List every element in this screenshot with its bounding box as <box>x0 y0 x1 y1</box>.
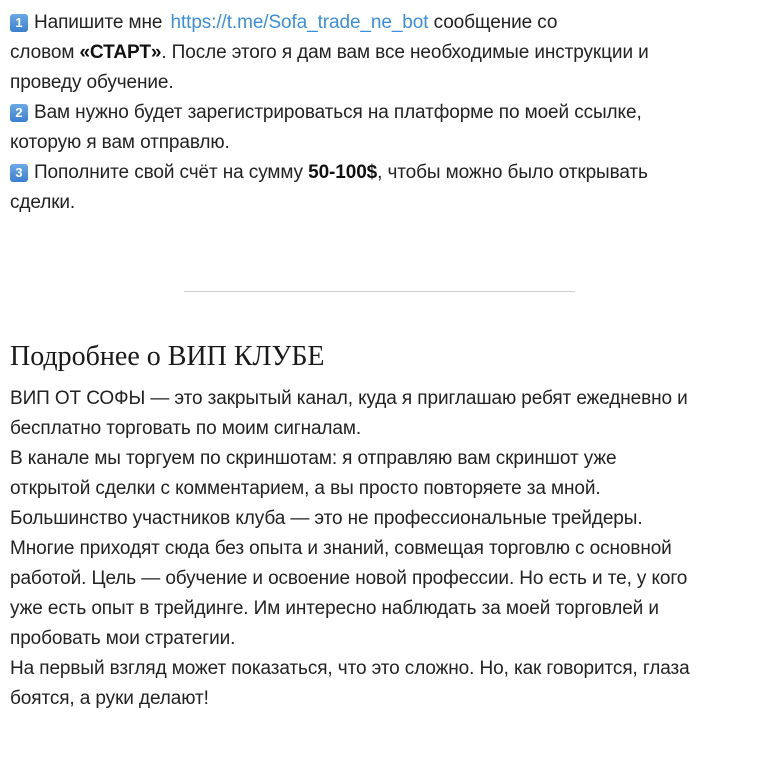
paragraph-line: Многие приходят сюда без опыта и знаний, совмещая торговлю с основной <box>10 538 672 559</box>
keycap-3-icon: 3 <box>10 164 28 182</box>
bot-link[interactable]: https://t.me/Sofa_trade_ne_bot <box>170 12 429 33</box>
step-3-pre: Пополните свой счёт на сумму <box>34 162 309 183</box>
paragraph-line: Большинство участников клуба — это не профессиональные трейдеры. <box>10 508 643 529</box>
paragraph-line: уже есть опыт в трейдинге. Им интересно наблюдать за моей торговлей и <box>10 598 659 619</box>
step-1-line2-pre: словом <box>10 42 80 63</box>
keycap-1-icon: 1 <box>10 14 28 32</box>
paragraph-line: боятся, а руки делают! <box>10 688 209 709</box>
paragraph-line: работой. Цель — обучение и освоение новой профессии. Но есть и те, у кого <box>10 568 688 589</box>
paragraph-2 <box>10 444 750 654</box>
divider <box>184 291 575 292</box>
deposit-amount: 50-100$ <box>308 162 378 183</box>
step-3-post: , чтобы можно было открывать <box>377 162 648 183</box>
paragraph-line: пробовать мои стратегии. <box>10 628 236 649</box>
paragraph-3 <box>10 654 750 714</box>
step-3-line2: сделки. <box>10 192 76 213</box>
paragraph-line: открытой сделки с комментарием, а вы просто повторяете за мной. <box>10 478 601 499</box>
step-1-text: Напишите мне <box>34 12 163 33</box>
section-title: Подробнее о ВИП КЛУБЕ <box>10 341 325 372</box>
step-1-line3: проведу обучение. <box>10 72 174 93</box>
step-2 <box>10 98 750 158</box>
vip-club-section <box>10 339 750 714</box>
paragraph-line: ВИП ОТ СОФЫ — это закрытый канал, куда я приглашаю ребят ежедневно и <box>10 388 688 409</box>
paragraph-1 <box>10 384 750 444</box>
step-1-after-link: сообщение со <box>433 12 558 33</box>
step-3 <box>10 158 750 218</box>
step-2-line1: Вам нужно будет зарегистрироваться на платформе по моей ссылке, <box>34 102 642 123</box>
step-1-line2-rest: . После этого я дам вам все необходимые инструкции и <box>161 42 649 63</box>
paragraph-line: В канале мы торгуем по скриншотам: я отправляю вам скриншот уже <box>10 448 617 469</box>
step-2-line2: которую я вам отправлю. <box>10 132 230 153</box>
paragraph-line: На первый взгляд может показаться, что это сложно. Но, как говорится, глаза <box>10 658 690 679</box>
paragraph-line: бесплатно торговать по моим сигналам. <box>10 418 362 439</box>
keycap-2-icon: 2 <box>10 104 28 122</box>
start-keyword: «СТАРТ» <box>79 42 162 63</box>
instructions <box>10 8 750 218</box>
step-1 <box>10 8 750 98</box>
